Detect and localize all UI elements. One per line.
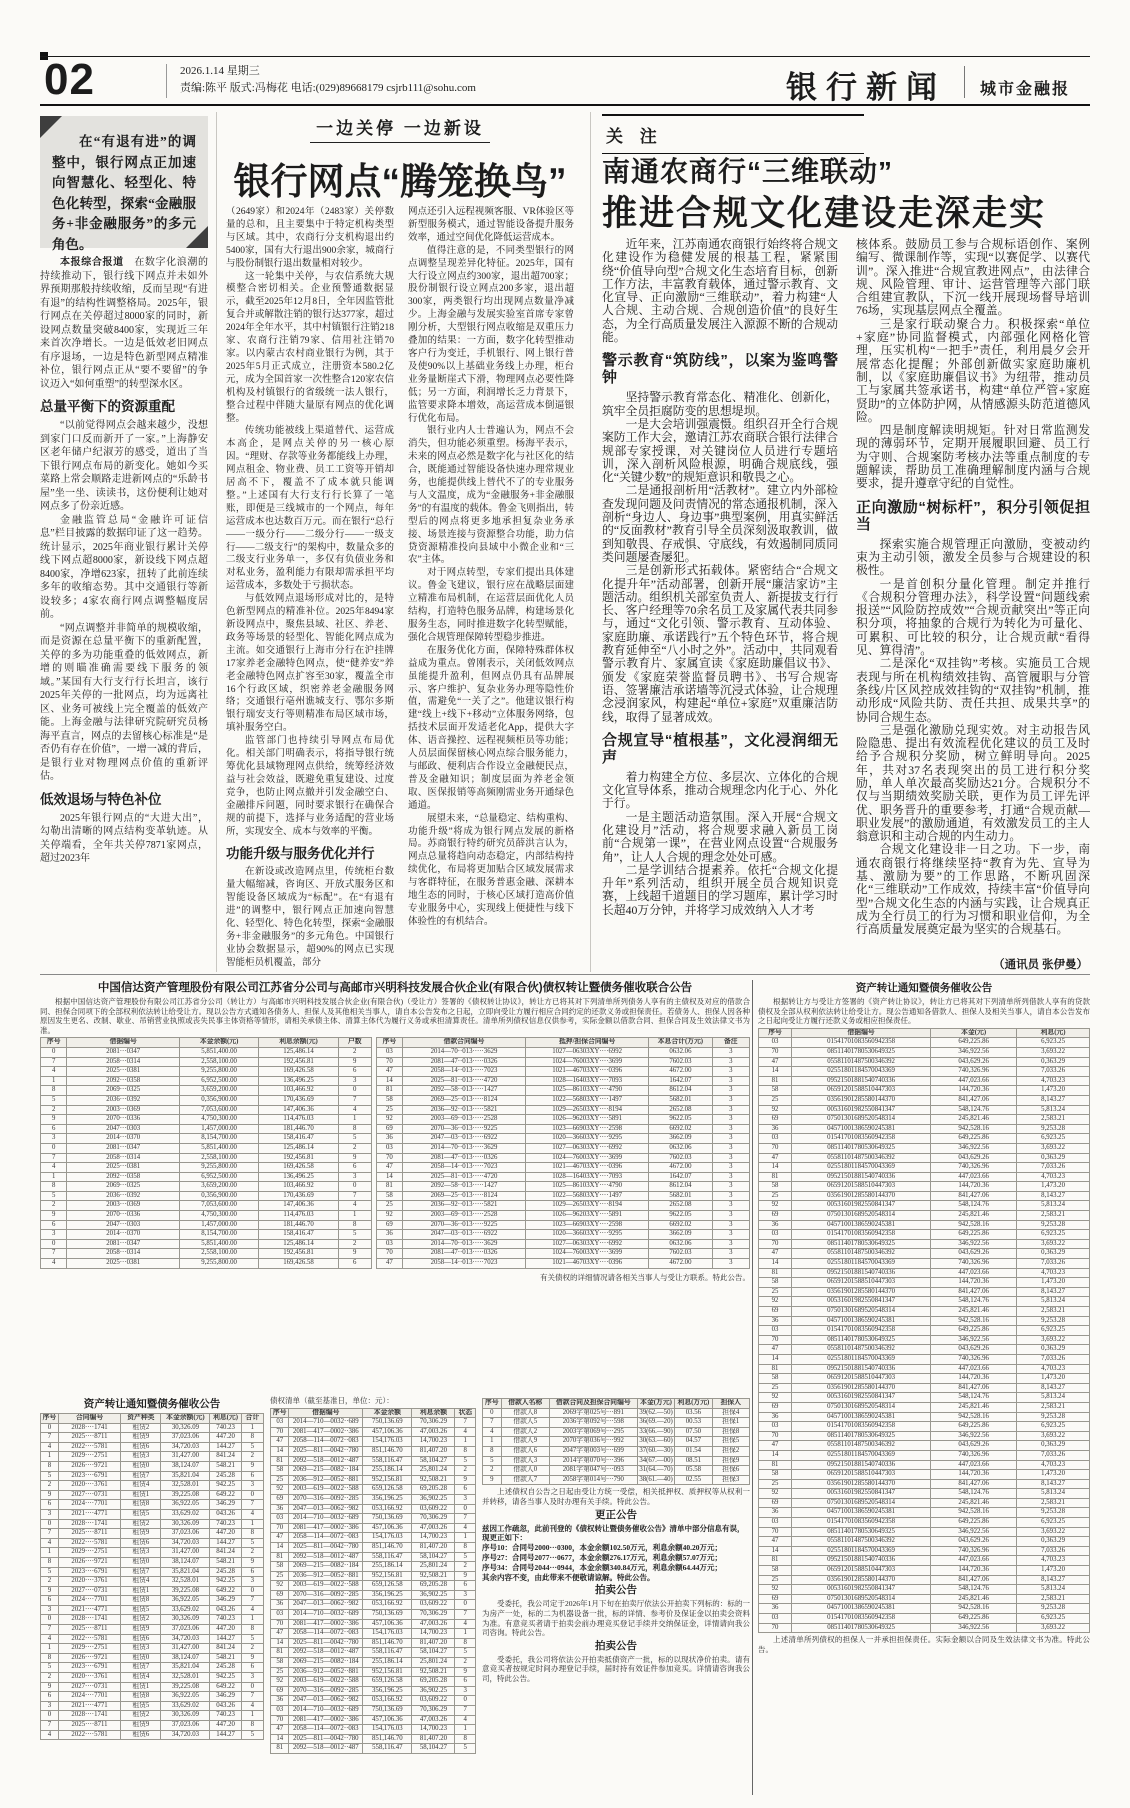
article-paragraph: 二是学训结合提素养。依托“合规文化提升年”系列活动，组织开展全员合规知识竞赛，上线超千道题目的学习题库，累计学习时长超40万分钟，并将学习成效纳入人才考 (602, 862, 838, 917)
notice-e-table (482, 1398, 750, 1485)
notice-a-table-2 (376, 1035, 750, 1270)
correction-line: 兹因工作疏忽，此前刊登的《债权转让暨债务催收公告》清单中部分信息有误，现更正如下： (482, 1523, 745, 1543)
notice-block-c (40, 1396, 264, 1795)
notice-c-title: 资产转让通知暨债务催收公告 (83, 1398, 221, 1410)
article-paragraph: “网点调整并非简单的规模收缩，而是资源在总量平衡下的重新配置，关停的多为功能重叠的低效网点，新增的则瞄准确需要线下服务的领域。”某国有大行支行行长坦言，该行2025年关停的一批网点，均为远离社区、业务可被线上完全覆盖的低效产能。上海金融与法律研究院研究员杨海平直言，网点的去留核心标准是“是否仍有存在价值”，一增一减的背后，是银行业对物理网点价值的重新评估。 (40, 622, 208, 782)
lead-column-2 (226, 206, 394, 972)
notice-c-table (40, 1413, 264, 1740)
lead-intro-box (40, 116, 208, 252)
article-paragraph: 三是家行联动聚合力。积极探索“单位+家庭”协同监督模式，内部强化网格化管理，压实机构“一把手”责任，利用晨夕会开展常态化提醒；外部创新做实家庭助廉机制，以《家庭助廉倡议书》为纽带，推动员工与家属共签承诺书，构建“单位严管+家庭贤助”的立体防护网，从情感源头防范道德风险。 (856, 316, 1090, 424)
auction-text-2: 受委托，我公司将依法公开拍卖抵债资产一批，标的以现状净价拍卖。请有意竞买者按规定时间办理登记手续，届时持有效证件参加竞买。详情请咨询我公司，特此公告。 (482, 1654, 750, 1683)
article-paragraph: 着力构建全方位、多层次、立体化的合规文化宣导体系，推动合规理念内化于心、外化于行。 (602, 769, 838, 811)
article-paragraph: 一是首创积分量化管理。制定并推行《合规积分管理办法》，科学设置“问题线索报送”“风险防控成效”“合规贡献突出”等正向积分项，将抽象的合规行为转化为可量化、可累积、可比较的积分，让合规贡献“看得见、算得清”。 (856, 576, 1090, 658)
notice-a-footer: 有关债权的详细情况请各相关当事人与受让方联系。特此公告。 (540, 1272, 750, 1282)
article-paragraph: 在新设或改造网点里，传统柜台数量大幅缩减，咨询区、开放式服务区和智能设备区域成为“标配”。在“有退有进”的调整中，银行网点正加速向智慧化、轻型化、特色化转型，探索“金融服务+非金融服务”的多元角色。中国银行业协会数据显示，超90%的网点已实现智能柜员机覆盖，部分 (226, 867, 394, 968)
lead-kicker: 一边关停 一边新设 (310, 114, 490, 143)
article-paragraph: （2649家）和2024年（2483家）关停数量的总和，且主要集中于特定机构类型与区域。其中，农商行分支机构退出约5400家，国有大行退出900余家，城商行与股份制银行退出数量相对较少。 (226, 207, 394, 269)
notice-a-intro: 根据中国信达资产管理股份有限公司江苏省分公司（转让方）与高邮市兴明科技发展合伙企业(有限合伙)（受让方）签署的《债权转让协议》，转让方已将其对下列清单所列债务人享有的主债权及对应的借款合同、担保合同项下的全部权利依法转让给受让方。现以公告方式通知各债务人、担保人及其他相关当事人，请自本公告发布之日起，立即向受让方履行相应合同约定的还款义务或担保责任。若债务人、担保人因各种原因发生更名、改制、歇业、吊销营业执照或丧失民事主体资格等情形，请相关承债主体、清算主体代为履行义务或承担清算责任。清单所列债权信息仅供参考，实际金额以借款合同、担保合同及生效法律文书为准。 (40, 997, 750, 1035)
article-paragraph: 对于网点转型，专家们提出具体建议。鲁金飞建议，银行应在战略层面建立精准布局机制，在运营层面优化人员结构，打造特色服务品牌，构建场景化服务生态，同时推进数字化转型赋能，强化合规管理保障转型稳步推进。 (408, 568, 574, 643)
notice-table: 序号 借据编号 本金余额(元) 利息余额(元) 户数 0 2081···0347 5,851,400.00 125,486.14 2 7 2058···0314 2,558,100.00 192,456.81 9 4 2025···0381 9,255,800.00 169,426.58 6 1 2092···0358 6,952,500.00 136,496.25 3 8 2069···0325 3,659,200.00 103,466.92 0 5 2036···0392 0,356,900.00 170,436.69 7 2 2003···0369 7,053,600.00 147,406.36 4 9 2070···0336 4,750,300.00 114,476.03 1 6 2047···0303 1,457,000.00 181,446.70 8 3 2014···0370 8,154,700.00 158,416.47 5 0 2081···0347 5,851,400.00 125,486.14 2 7 2058···0314 2,558,100.00 192,456.81 9 4 2025···0381 9,255,800.00 169,426.58 6 1 2092···0358 6,952,500.00 136,496.25 3 8 2069···0325 3,659,200.00 103,466.92 0 5 2036···0392 0,356,900.00 170,436.69 7 2 2003···0369 7,053,600.00 147,406.36 4 9 2070···0336 4,750,300.00 114,476.03 1 6 2047···0303 1,457,000.00 181,446.70 8 3 2014···0370 8,154,700.00 158,416.47 5 0 2081···0347 5,851,400.00 125,486.14 2 7 2058···0314 2,558,100.00 192,456.81 9 4 2025···0381 9,255,800.00 169,426.58 6 (40, 1037, 372, 1268)
notice-a-table-1 (40, 1035, 372, 1270)
article-paragraph: 2025年银行网点的“大进大出”，勾勒出清晰的网点结构变革轨迹。从关停端看，全年共关停7871家网点，超过2023年 (40, 812, 208, 864)
notice-table: 序号 借款人名称 借款合同及担保合同编号 本金(万元) 利息(万元) 担保人 0 借款人8 2069字第025号···891 39(62.—50) 03.56 担保4 7 借款人5 2036字第092号···598 36(69.—20) 00.53 担保1 4 借款人2 2003字第069号···295 33(66.—90) 07.50 担保8 1 借款人9 2070字第036号···992 30(63.—60) 04.57 担保5 8 借款人6 2047字第003号···699 37(60.—30) 01.54 担保2 5 借款人3 2014字第070号···396 34(67.—00) 08.51 担保9 2 借款人0 2081字第047号···093 31(64.—70) 05.58 担保6 9 借款人7 2058字第014号···790 38(61.—40) 02.55 担保3 (482, 1398, 750, 1485)
focus-column-b (856, 238, 1090, 972)
paper-name: 城市金融报 (980, 81, 1071, 98)
section-title: 银行新闻 (786, 70, 946, 105)
article-paragraph: 探索实施合规管理正向激励，变被动约束为主动引领，激发全员参与合规建设的积极性。 (856, 536, 1090, 578)
article-paragraph: 传统功能被线上渠道替代、运营成本高企，是网点关停的另一核心原因。“理财、存款等业务都能线上办理，网点租金、物业费、员工工资等开销却居高不下，覆盖不了成本就只能调整。”上述国有大行支行行长算了一笔账，即便是三线城市的一个网点，每年运营成本也达数百万元。而在银行“总行——一级分行——二级分行——一级支行——二级支行”的架构中，数量众多的二级支行业务单一，多仅有负债业务和对私业务，盈利能力有限却需承担平均运营成本，多数处于亏损状态。 (226, 426, 394, 592)
correction-line: 序号10：合同号2000···0300，本金余额102.50万元，利息余额40.20万元； (482, 1543, 723, 1553)
focus-tag: 关 注 (602, 114, 864, 154)
article-subhead: 功能升级与服务优化并行 (226, 846, 375, 862)
notice-a-title: 中国信达资产管理股份有限公司江苏省分公司与高邮市兴明科技发展合伙企业(有限合伙)债权转让暨债务催收联合公告 (97, 982, 693, 994)
notice-b-table (758, 1028, 1090, 1633)
lead-headline-block (226, 114, 574, 205)
notice-d-table (270, 1408, 476, 1754)
correction-line: 序号34：合同号2044···0944，本金余额340.84万元，利息余额64.44万元； (482, 1562, 723, 1572)
article-subhead: 正向激励“树标杆”，积分引领促担当 (856, 498, 1090, 533)
ads-divider (40, 974, 1090, 975)
article-paragraph: 三是强化激励兑现实效。对主动报告风险隐患、提出有效流程优化建议的员工及时给予合规积分奖励，树立鲜明导向。2025年，共对37名表现突出的员工进行积分奖励，单人单次最高奖励达21分。合规积分不仅与当期绩效奖励关联，更作为员工评先评优、职务晋升的重要参考，打通“合规贡献—职业发展”的激励通道，有效激发员工的主人翁意识和主动合规的内生动力。 (856, 722, 1090, 844)
correction-lines (482, 1524, 750, 1583)
notice-table: 序号 借据编号 本金(元) 利息(元) 03 01541701083560942358 649,225.86 6,923.25 70 08511401780530649325 346,922.56 3,693.22 47 05581101487500346392 043,629.26 0,363.29 14 02551801184570043369 740,326.96 7,033.26 81 09521501881540740336 447,023.66 4,703.23 58 06591201588510447303 144,720.36 1,473.20 25 03561901285580144370 841,427.06 8,143.27 92 00531601982550841347 548,124.76 5,813.24 69 07501301689520548314 245,821.46 2,583.21 36 04571001386590245381 942,528.16 9,253.28 03 01541701083560942358 649,225.86 6,923.25 70 08511401780530649325 346,922.56 3,693.22 47 05581101487500346392 043,629.26 0,363.29 14 02551801184570043369 740,326.96 7,033.26 81 09521501881540740336 447,023.66 4,703.23 58 06591201588510447303 144,720.36 1,473.20 25 03561901285580144370 841,427.06 8,143.27 92 00531601982550841347 548,124.76 5,813.24 69 07501301689520548314 245,821.46 2,583.21 36 04571001386590245381 942,528.16 9,253.28 03 01541701083560942358 649,225.86 6,923.25 70 08511401780530649325 346,922.56 3,693.22 47 05581101487500346392 043,629.26 0,363.29 14 02551801184570043369 740,326.96 7,033.26 81 09521501881540740336 447,023.66 4,703.23 58 06591201588510447303 144,720.36 1,473.20 25 03561901285580144370 841,427.06 8,143.27 92 00531601982550841347 548,124.76 5,813.24 69 07501301689520548314 245,821.46 2,583.21 36 04571001386590245381 942,528.16 9,253.28 03 01541701083560942358 649,225.86 6,923.25 70 08511401780530649325 346,922.56 3,693.22 47 05581101487500346392 043,629.26 0,363.29 14 02551801184570043369 740,326.96 7,033.26 81 09521501881540740336 447,023.66 4,703.23 58 06591201588510447303 144,720.36 1,473.20 25 03561901285580144370 841,427.06 8,143.27 92 00531601982550841347 548,124.76 5,813.24 69 07501301689520548314 245,821.46 2,583.21 36 04571001386590245381 942,528.16 9,253.28 03 01541701083560942358 649,225.86 6,923.25 70 08511401780530649325 346,922.56 3,693.22 47 05581101487500346392 043,629.26 0,363.29 14 02551801184570043369 740,326.96 7,033.26 81 09521501881540740336 447,023.66 4,703.23 58 06591201588510447303 144,720.36 1,473.20 25 03561901285580144370 841,427.06 8,143.27 92 00531601982550841347 548,124.76 5,813.24 69 07501301689520548314 245,821.46 2,583.21 36 04571001386590245381 942,528.16 9,253.28 03 01541701083560942358 649,225.86 6,923.25 70 08511401780530649325 346,922.56 3,693.22 47 05581101487500346392 043,629.26 0,363.29 14 02551801184570043369 740,326.96 7,033.26 81 09521501881540740336 447,023.66 4,703.23 58 06591201588510447303 144,720.36 1,473.20 25 03561901285580144370 841,427.06 8,143.27 92 00531601982550841347 548,124.76 5,813.24 69 07501301689520548314 245,821.46 2,583.21 36 04571001386590245381 942,528.16 9,253.28 03 01541701083560942358 649,225.86 6,923.25 70 08511401780530649325 346,922.56 3,693.22 (758, 1028, 1090, 1633)
article-paragraph: 值得注意的是，不同类型银行的网点调整呈现差异化特征。2025年，国有大行设立网点约300家，退出超700家；股份制银行设立网点200多家，退出超300家，两类银行均出现网点数量净减少。上海金融与发展实验室首席专家曾刚分析，大型银行网点收缩是双重压力叠加的结果：一方面，数字化转型推动客户行为变迁，手机银行、网上银行普及使90%以上基础业务线上办理，柜台业务量断崖式下滑，物理网点必要性降低；另一方面，利润增长乏力背景下，监管要求降本增效，高运营成本倒逼银行优化布局。 (408, 245, 574, 424)
article-paragraph: 这一轮集中关停，与农信系统大规模整合密切相关。企业预警通数据显示，截至2025年12月8日，全年因监管批复合并或解散注销的银行达377家，超过2024年全年水平，其中村镇银行注销218家、农商行注销79家、信用社注销70家。以内蒙古农村商业银行为例，其于2025年5月正式成立，注册资本580.2亿元，成为全国首家一次性整合120家农信机构及村镇银行的省级统一法人银行，整合过程中伴随大量原有网点的优化调整。 (226, 271, 394, 424)
ads-vertical-rule (752, 980, 753, 1795)
notice-e-note: 上述债权自公告之日起由受让方统一受偿，相关抵押权、质押权等从权利一并转移，请各当事人及时办理有关手续。特此公告。 (482, 1487, 750, 1506)
column-rule-2 (590, 112, 591, 972)
lead-intro-text: 在“有退有进”的调整中，银行网点正加速向智慧化、轻型化、特色化转型，探索“金融服务+非金融服务”的多元角色。 (52, 134, 196, 252)
edition-info (180, 63, 476, 97)
byline: （通讯员 张伊曼） (985, 959, 1088, 972)
notice-block-d (270, 1396, 476, 1795)
article-subhead: 合规宣导“植根基”，文化浸润细无声 (602, 731, 838, 766)
notice-table: 序号 合同编号 资产种类 本金余额(元) 利息(元) 合计 0 2028····1741 租赁2 30,326.09 740.23 1 7 2025····8711 租赁9 37,023.06 447.20 8 4 2022····5781 租赁6 34,720.03 144.27 5 1 2029····2751 租赁3 31,427.00 841.24 2 8 2026····9721 租赁0 38,124.07 548.21 9 5 2023····6791 租赁7 35,821.04 245.28 6 2 2020····3761 租赁4 32,528.01 942.25 3 9 2027····0731 租赁1 39,225.08 649.22 0 6 2024····7701 租赁8 36,922.05 346.29 7 3 2021····4771 租赁5 33,629.02 043.26 4 0 2028····1741 租赁2 30,326.09 740.23 1 7 2025····8711 租赁9 37,023.06 447.20 8 4 2022····5781 租赁6 34,720.03 144.27 5 1 2029····2751 租赁3 31,427.00 841.24 2 8 2026····9721 租赁0 38,124.07 548.21 9 5 2023····6791 租赁7 35,821.04 245.28 6 2 2020····3761 租赁4 32,528.01 942.25 3 9 2027····0731 租赁1 39,225.08 649.22 0 6 2024····7701 租赁8 36,922.05 346.29 7 3 2021····4771 租赁5 33,629.02 043.26 4 0 2028····1741 租赁2 30,326.09 740.23 1 7 2025····8711 租赁9 37,023.06 447.20 8 4 2022····5781 租赁6 34,720.03 144.27 5 1 2029····2751 租赁3 31,427.00 841.24 2 8 2026····9721 租赁0 38,124.07 548.21 9 5 2023····6791 租赁7 35,821.04 245.28 6 2 2020····3761 租赁4 32,528.01 942.25 3 9 2027····0731 租赁1 39,225.08 649.22 0 6 2024····7701 租赁8 36,922.05 346.29 7 3 2021····4771 租赁5 33,629.02 043.26 4 0 2028····1741 租赁2 30,326.09 740.23 1 7 2025····8711 租赁9 37,023.06 447.20 8 4 2022····5781 租赁6 34,720.03 144.27 5 (40, 1413, 264, 1740)
focus-column-a (602, 238, 838, 972)
column-rule-1 (216, 112, 217, 972)
article-paragraph: 一是主题活动造氛围。深入开展“合规文化建设月”活动，将合规要求融入新员工岗前“合规第一课”，在营业网点设置“合规服务角”，让人人合规的理念处处可感。 (602, 809, 838, 864)
article-paragraph: 网点还引入远程视频客服、VR体验区等新型服务模式，通过智能设备提升服务效率，通过空间优化降低运营成本。 (408, 207, 574, 243)
article-paragraph: 核体系。鼓励员工参与合规标语创作、案例编写、微课制作等，实现“以赛促学、以赛代训”。深入推进“合规宣教进网点”，由法律合规、风险管理、审计、运营管理等六部门联合组建宣教队，下沉一线开展现场督导培训76场，实现基层网点全覆盖。 (856, 238, 1090, 318)
article-paragraph: “以前觉得网点会越来越少，没想到家门口反而新开了一家。”上海静安区老年储户纪淑芳的感受，道出了当下银行网点布局的新变化。她如今买菜路上常会顺路走进新网点的“乐龄书屋”坐一坐、读读书，这份便利让她对网点多了份亲近感。 (40, 420, 208, 512)
article-paragraph: 四是制度解读明规矩。针对日常监测发现的薄弱环节，定期开展履职回避、员工行为守则、合规案防考核办法等重点制度的专题解读，帮助员工准确理解制度内涵与合规要求，提升遵章守纪的自觉性。 (856, 423, 1090, 491)
notice-b-intro: 根据转让方与受让方签署的《资产转让协议》，转让方已将其对下列清单所列借款人享有的贷款债权及全部从权利依法转让给受让方。现公告通知各借款人、担保人及相关当事人，请自本公告发布之日起向受让方履行还款义务或相应担保责任。 (758, 997, 1090, 1026)
header-divider (166, 64, 167, 98)
article-paragraph: 展望未来，“总量稳定、结构重构、功能升级”将成为银行网点发展的新格局。苏商银行特约研究员薛洪言认为，网点总量将趋向动态稳定，内部结构持续优化，布局将更加贴合区域发展需求与客群特征，在服务普惠金融、深耕本地生态的同时，于核心区域打造高价值专业服务中心，实现线上便捷性与线下体验性的有机结合。 (408, 813, 574, 927)
staff-line: 责编:陈平 版式:冯梅花 电话:(029)89668179 csjrb111@sohu.com (180, 82, 476, 94)
notice-table: 序号 借款合同编号 抵押/担保合同编号 本息合计(万元) 备注 03 2014—70··013·····3629 1027—06303XY····6992 0632.06 3 70 2081—47··013·····0326 1024—76003XY····3699 7602.03 3 47 2058—14··013·····7023 1021—46703XY····0396 4672.00 3 14 2025—81··013·····4720 1028—16403XY····7093 1642.07 3 81 2092—58··013·····1427 1025—86103XY····4790 8612.04 3 58 2069—25··013·····8124 1022—56803XY····1497 5682.01 3 25 2036—92··013·····5821 1029—26503XY····8194 2652.08 3 92 2003—69··013·····2528 1026—96203XY····5891 9622.05 3 69 2070—36··013·····9225 1023—66903XY····2598 6692.02 3 36 2047—03··013·····6922 1020—36603XY····9295 3662.09 3 03 2014—70··013·····3629 1027—06303XY····6992 0632.06 3 70 2081—47··013·····0326 1024—76003XY····3699 7602.03 3 47 2058—14··013·····7023 1021—46703XY····0396 4672.00 3 14 2025—81··013·····4720 1028—16403XY····7093 1642.07 3 81 2092—58··013·····1427 1025—86103XY····4790 8612.04 3 58 2069—25··013·····8124 1022—56803XY····1497 5682.01 3 25 2036—92··013·····5821 1029—26503XY····8194 2652.08 3 92 2003—69··013·····2528 1026—96203XY····5891 9622.05 3 69 2070—36··013·····9225 1023—66903XY····2598 6692.02 3 36 2047—03··013·····6922 1020—36603XY····9295 3662.09 3 03 2014—70··013·····3629 1027—06303XY····6992 0632.06 3 70 2081—47··013·····0326 1024—76003XY····3699 7602.03 3 47 2058—14··013·····7023 1021—46703XY····0396 4672.00 3 (376, 1037, 750, 1268)
auction-text-1: 受委托，我公司定于2026年1月下旬在拍卖厅依法公开拍卖下列标的：标的一为房产一处，标的二为机器设备一批，标的详情、参考价及保证金以拍卖会资料为准。有意竞买者请于拍卖会前办理竞买登记手续并交纳保证金，详情请向我公司咨询。特此公告。 (482, 1599, 750, 1638)
article-paragraph: 监管部门也持续引导网点布局优化。相关部门明确表示，将指导银行统筹优化县域物理网点供给，统筹经济效益与社会效益，既避免重复建设、过度竞争，也防止网点撤并引发金融空白、金融排斥问题，同时要求银行在确保合规的前提下，选择与业务适配的营业场所，实现安全、成本与效率的平衡。 (226, 736, 394, 837)
focus-column-b-text (856, 238, 1090, 937)
header-rule-bottom (40, 104, 1090, 106)
notice-block-b (758, 980, 1090, 1795)
auction-title-1: 拍卖公告 (595, 1584, 637, 1597)
lead-column-1 (40, 256, 208, 972)
notice-table: 序号 借据编号 本金余额 利息余额 状态 03 2014—710—0032··689 750,136.69 70,306.29 7 70 2081—417—0002··386 457,106.36 47,003.26 4 47 2058—114—0072··083 154,176.03 14,700.23 1 14 2025—811—0042··780 851,146.70 81,407.20 8 81 2092—518—0012··487 558,116.47 58,104.27 5 58 2069—215—0082··184 255,186.14 25,801.24 2 25 2036—912—0052··881 952,156.81 92,508.21 9 92 2003—619—0022··588 659,126.58 69,205.28 6 69 2070—316—0092··285 356,196.25 36,902.25 3 36 2047—013—0062··982 053,166.92 03,609.22 0 03 2014—710—0032··689 750,136.69 70,306.29 7 70 2081—417—0002··386 457,106.36 47,003.26 4 47 2058—114—0072··083 154,176.03 14,700.23 1 14 2025—811—0042··780 851,146.70 81,407.20 8 81 2092—518—0012··487 558,116.47 58,104.27 5 58 2069—215—0082··184 255,186.14 25,801.24 2 25 2036—912—0052··881 952,156.81 92,508.21 9 92 2003—619—0022··588 659,126.58 69,205.28 6 69 2070—316—0092··285 356,196.25 36,902.25 3 36 2047—013—0062··982 053,166.92 03,609.22 0 03 2014—710—0032··689 750,136.69 70,306.29 7 70 2081—417—0002··386 457,106.36 47,003.26 4 47 2058—114—0072··083 154,176.03 14,700.23 1 14 2025—811—0042··780 851,146.70 81,407.20 8 81 2092—518—0012··487 558,116.47 58,104.27 5 58 2069—215—0082··184 255,186.14 25,801.24 2 25 2036—912—0052··881 952,156.81 92,508.21 9 92 2003—619—0022··588 659,126.58 69,205.28 6 69 2070—316—0092··285 356,196.25 36,902.25 3 36 2047—013—0062··982 053,166.92 03,609.22 0 03 2014—710—0032··689 750,136.69 70,306.29 7 70 2081—417—0002··386 457,106.36 47,003.26 4 47 2058—114—0072··083 154,176.03 14,700.23 1 14 2025—811—0042··780 851,146.70 81,407.20 8 81 2092—518—0012··487 558,116.47 58,104.27 5 (270, 1408, 476, 1754)
article-subhead: 低效退场与特色补位 (40, 791, 162, 807)
article-paragraph: 与低效网点退场形成对比的，是特色新型网点的精准补位。2025年8494家新设网点中，聚焦县域、社区、养老、政务等场景的轻型化、智能化网点成为主流。如交通银行上海市分行在沪挂牌17家养老金融特色网点，使“健养安”养老金融特色网点扩容至30家，覆盖全市16个行政区域，织密养老金融服务网络；交通银行亳州谯城支行、鄂尔多斯银行瑞安支行等则精准布局区域市场，填补服务空白。 (226, 594, 394, 734)
notice-b-title: 资产转让通知暨债务催收公告 (855, 982, 993, 994)
edition-date: 2026.1.14 星期三 (180, 65, 260, 77)
correction-line: 序号27：合同号2077···0677，本金余额276.17万元，利息余额57.07万元； (482, 1552, 723, 1562)
focus-headline-line2: 推进合规文化建设走深走实 (602, 194, 1047, 233)
article-paragraph: 一是大会培训强震慑。组织召开全行合规案防工作大会，邀请江苏农商联合银行法律合规部专家授课，对关键岗位人员进行专题培训，深入剖析风险根源，明确合规底线，强化“关键少数”的规矩意识和敬畏之心。 (602, 416, 838, 485)
article-paragraph: 金融监管总局“金融许可证信息”栏目披露的数据印证了这一趋势。统计显示，2025年商业银行累计关停线下网点超8000家，新设线下网点超8400家，净增623家，扭转了此前连续多年的收缩态势。其中交通银行等新设较多；4家农商行网点调整幅度居前。 (40, 514, 208, 620)
correction-title: 更正公告 (595, 1508, 637, 1521)
page-number: 02 (44, 55, 95, 104)
article-paragraph: 在服务优化方面，保障特殊群体权益成为重点。曾刚表示，关闭低效网点虽能提升盈利，但网点仍具有品牌展示、客户维护、复杂业务办理等隐性价值，需避免“一关了之”。他建议银行构建“线上+线下+移动”立体服务网络，包括技术层面开发适老化App，提供大字体、语音操控、远程视频柜员等功能；人员层面保留核心网点综合服务能力，与邮政、便利店合作设立金融便民点，普及金融知识；制度层面为养老金领取、医保报销等高频刚需业务开通绿色通道。 (408, 645, 574, 811)
article-paragraph: 坚持警示教育常态化、精准化、创新化，筑牢全员拒腐防变的思想堤坝。 (602, 390, 838, 418)
article-paragraph: 二是通报剖析用“活教材”。建立内外部检查发现问题及问责情况的常态通报机制，深入剖析“身边人、身边事”典型案例，用真实鲜活的“反面教材”教育引导全员深刻汲取教训，做到知敬畏、存戒惧、守底线，有效遏制同质同类问题屡查屡犯。 (602, 483, 838, 564)
notice-block-a (40, 980, 750, 1392)
lead-column-3 (408, 206, 574, 972)
article-paragraph: 二是深化“双挂钩”考核。实施员工合规表现与所在机构绩效挂钩、高管履职与分管条线/片区风控成效挂钩的“双挂钩”机制，推动形成“风险共防、责任共担、成果共享”的协同合规生态。 (856, 656, 1090, 724)
notice-d-intro: 债权清单（截至基准日，单位：元）： (270, 1396, 394, 1405)
notice-b-footer: 上述清单所列债权的担保人一并承担担保责任。实际金额以合同及生效法律文书为准。特此公告。 (758, 1635, 1090, 1654)
correction-line: 其余内容不变，由此带来不便敬请谅解。特此公告。 (482, 1572, 655, 1582)
notice-block-e (482, 1396, 750, 1795)
auction-title-2: 拍卖公告 (595, 1639, 637, 1652)
article-paragraph: 近年来，江苏南通农商银行始终将合规文化建设作为稳健发展的根基工程，紧紧围绕“价值导向型”合规文化生态培育目标，创新工作方法，丰富教育载体，通过警示教育、文化宣导、正向激励“三维联动”，着力构建“人人合规、主动合规、合规创造价值”的良好生态，为全行高质量发展注入源源不断的合规动能。 (602, 238, 838, 345)
header-divider-2 (964, 66, 965, 98)
article-paragraph: 银行业内人士普遍认为，网点不会消失，但功能必须重塑。杨海平表示，未来的网点必然是数字化与社区化的结合，既能通过智能设备快速办理常规业务，也能提供线上替代不了的专业服务与人文温度，成为“金融服务+非金融服务”的有温度的载体。鲁金飞则指出，转型后的网点将更多地承担复杂业务承接、场景连接与资源整合功能，助力信贷资源精准投向县域中小微企业和“三农”主体。 (408, 426, 574, 566)
lead-headline: 银行网点“腾笼换鸟” (233, 161, 567, 202)
header-rule-top (40, 56, 1090, 57)
article-paragraph: 三是创新形式拓载体。紧密结合“合规文化提升年”活动部署，创新开展“廉洁家访”主题活动。组织机关部室负责人、新提拔支行行长、客户经理等70余名员工及家属代表共同参与，通过“文化引领、警示教育、互动体验、家庭助廉、承诺践行”五个特色环节，将合规教育延伸至“八小时之外”。活动中，共同观看警示教育片、家属宣读《家庭助廉倡议书》、颁发《家庭荣誉监督员聘书》、书写合规寄语、签署廉洁承诺墙等沉浸式体验，让合规理念浸润家风，构建起“单位+家庭”双重廉洁防线，取得了显著成效。 (602, 563, 838, 724)
article-subhead: 警示教育“筑防线”，以案为鉴鸣警钟 (602, 352, 838, 387)
focus-headline-line1: 南通农商行“三维联动” (602, 156, 894, 187)
article-paragraph: 合规文化建设非一日之功。下一步，南通农商银行将继续坚持“教育为先、宣导为基、激励为要”的工作思路，不断巩固深化“三维联动”工作成效，持续丰富“价值导向型”合规文化生态的内涵与实践，让合规真正成为全行员工的行为习惯和职业信仰，为全行高质量发展奠定最为坚实的合规基石。 (856, 842, 1090, 937)
article-paragraph: 本报综合报道 在数字化浪潮的持续推动下，银行线下网点并未如外界预期那般持续收缩，反而呈现“有进有退”的结构性调整格局。2025年，银行网点在关停超过8000家的同时，新设网点数量突破8400家，实现近三年来首次净增长。一边是低效老旧网点有序退场，一边是特色新型网点精准补位，银行网点正从“要不要留”的争议迈入“如何重塑”的转型深水区。 (40, 257, 208, 390)
article-subhead: 总量平衡下的资源重配 (40, 399, 175, 414)
